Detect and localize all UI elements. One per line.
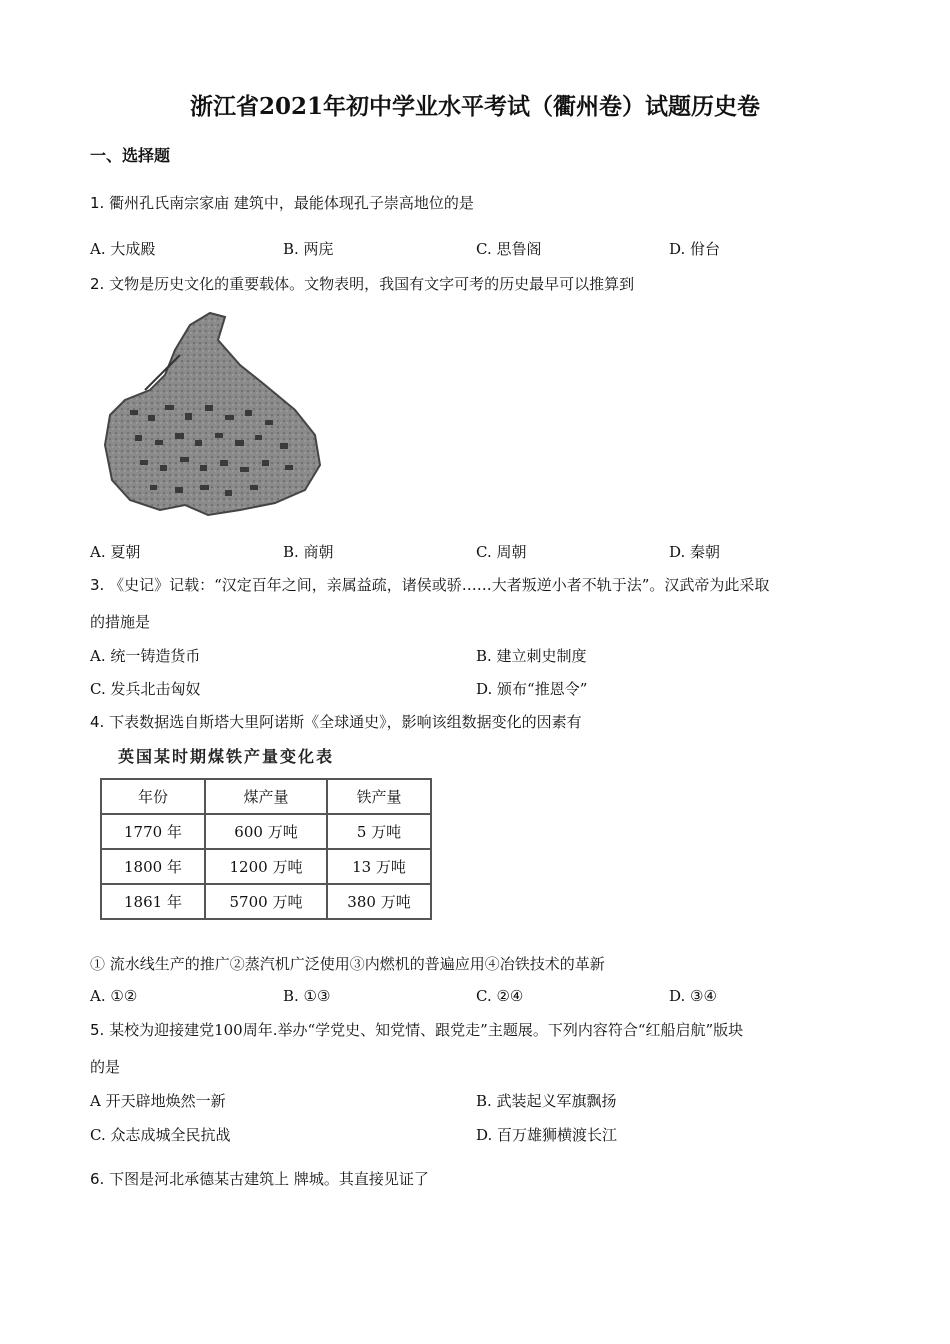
q3-option-a: A. 统一铸造货币 xyxy=(90,647,201,665)
question-5 xyxy=(90,1019,743,1040)
q3-option-d: D. 颁布“推恩令” xyxy=(476,680,588,698)
table-cell: 1861 年 xyxy=(101,884,205,919)
page-title: 浙江省2021年初中学业水平考试（衢州卷）试题历史卷 xyxy=(189,93,760,120)
question-3 xyxy=(90,574,769,595)
header-cell: 煤产量 xyxy=(205,779,327,814)
section-heading: 一、选择题 xyxy=(90,146,171,165)
table-cell: 5 万吨 xyxy=(327,814,431,849)
table-header-row xyxy=(101,779,431,814)
question-5-continued: 的是 xyxy=(90,1058,121,1076)
table-caption: 英国某时期煤铁产量变化表 xyxy=(118,747,335,766)
question-number: 2. xyxy=(90,275,105,293)
question-1 xyxy=(90,192,474,213)
question-text: 某校为迎接建党100周年.举办“学党史、知党情、跟党走”主题展。下列内容符合“红船启航”版块 xyxy=(109,1021,744,1039)
question-number: 5. xyxy=(90,1021,105,1039)
table-cell: 380 万吨 xyxy=(327,884,431,919)
coal-iron-table xyxy=(100,778,432,920)
question-number: 1. xyxy=(90,194,105,212)
table-cell: 5700 万吨 xyxy=(205,884,327,919)
question-text: 《史记》记载：“汉定百年之间，亲属益疏，诸侯或骄……大者叛逆小者不轨于法”。汉武帝为此采取 xyxy=(109,576,770,594)
q4-option-b: B. ①③ xyxy=(283,987,331,1005)
q1-option-b: B. 两庑 xyxy=(283,240,334,258)
q4-option-c: C. ②④ xyxy=(476,987,524,1005)
q5-option-a: A 开天辟地焕然一新 xyxy=(90,1092,226,1110)
q5-option-c: C. 众志成城全民抗战 xyxy=(90,1126,231,1144)
table-cell: 600 万吨 xyxy=(205,814,327,849)
table-row xyxy=(101,849,431,884)
q1-option-d: D. 佾台 xyxy=(669,240,721,258)
question-text: 文物是历史文化的重要载体。文物表明，我国有文字可考的历史最早可以推算到 xyxy=(109,275,635,293)
question-number: 4. xyxy=(90,713,105,731)
q1-option-a: A. 大成殿 xyxy=(90,240,156,258)
table-cell: 1770 年 xyxy=(101,814,205,849)
question-2 xyxy=(90,273,634,294)
header-cell: 铁产量 xyxy=(327,779,431,814)
question-6 xyxy=(90,1168,429,1189)
q4-option-a: A. ①② xyxy=(90,987,138,1005)
table-cell: 1800 年 xyxy=(101,849,205,884)
table-cell: 13 万吨 xyxy=(327,849,431,884)
table-row xyxy=(101,814,431,849)
question-number: 6. xyxy=(90,1170,105,1188)
question-number: 3. xyxy=(90,576,105,594)
q1-option-c: C. 思鲁阁 xyxy=(476,240,542,258)
oracle-bone-image xyxy=(90,305,330,525)
question-text: 下图是河北承德某古建筑上 牌城。其直接见证了 xyxy=(109,1170,429,1188)
q4-statements: ① 流水线生产的推广②蒸汽机广泛使用③内燃机的普遍应用④冶铁技术的革新 xyxy=(90,955,605,973)
q4-option-d: D. ③④ xyxy=(669,987,717,1005)
q3-option-b: B. 建立刺史制度 xyxy=(476,647,587,665)
q2-option-a: A. 夏朝 xyxy=(90,543,141,561)
q3-option-c: C. 发兵北击匈奴 xyxy=(90,680,201,698)
q2-option-d: D. 秦朝 xyxy=(669,543,721,561)
question-text: 下表数据选自斯塔大里阿诺斯《全球通史》，影响该组数据变化的因素有 xyxy=(109,713,582,731)
question-4 xyxy=(90,711,582,732)
table-cell: 1200 万吨 xyxy=(205,849,327,884)
q5-option-b: B. 武装起义军旗飘扬 xyxy=(476,1092,617,1110)
q2-option-c: C. 周朝 xyxy=(476,543,527,561)
header-cell: 年份 xyxy=(101,779,205,814)
q5-option-d: D. 百万雄狮横渡长江 xyxy=(476,1126,618,1144)
question-text: 衢州孔氏南宗家庙 建筑中，最能体现孔子崇高地位的是 xyxy=(109,194,474,212)
table-row xyxy=(101,884,431,919)
question-3-continued: 的措施是 xyxy=(90,613,151,631)
q2-option-b: B. 商朝 xyxy=(283,543,334,561)
